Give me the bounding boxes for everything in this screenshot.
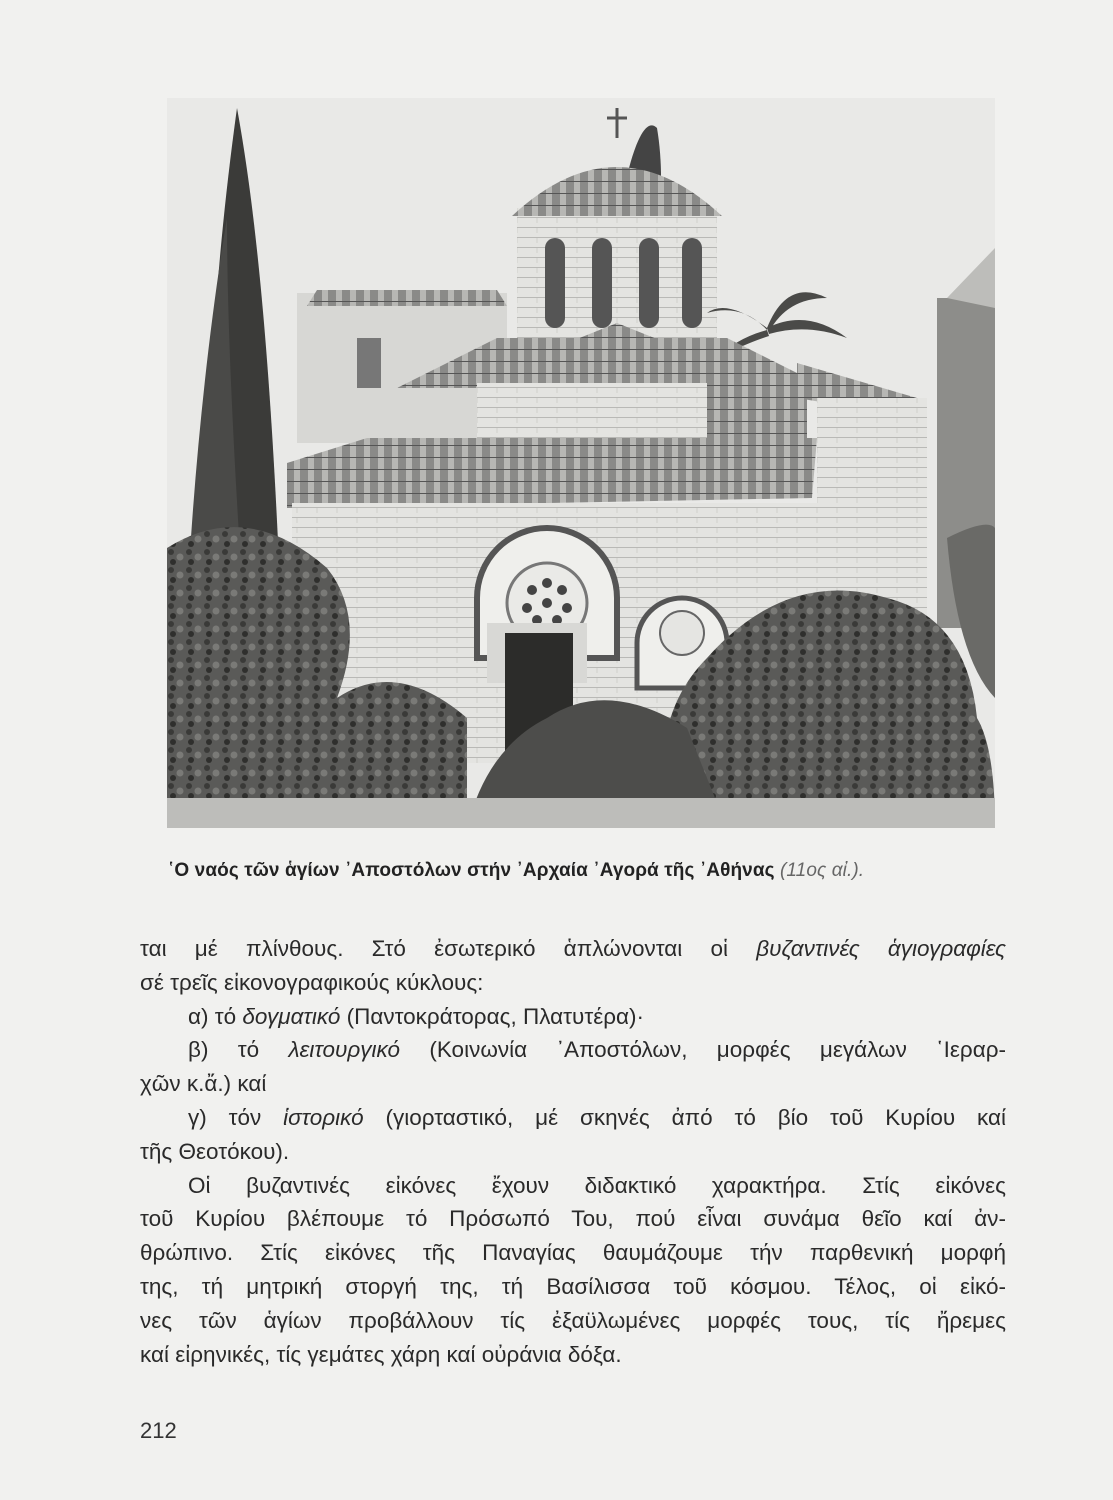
italic-term: δογματικό: [242, 1003, 341, 1029]
text-line: [140, 932, 1006, 966]
text-line: της, τή μητρική στοργή της, τή Βασίλισσα τοῦ κόσμου. Τέλος, οἱ εἰκό-: [140, 1273, 1006, 1299]
text-line: χῶν κ.ἄ.) καί: [140, 1071, 267, 1097]
list-item-c: [140, 1101, 1006, 1135]
text-span: γ) τόν: [188, 1104, 284, 1130]
list-item-b: [140, 1033, 1006, 1067]
text-line: νες τῶν ἁγίων προβάλλουν τίς ἐξαϋλωμένες μορφές τους, τίς ἤρεμες: [140, 1307, 1006, 1333]
italic-term: ἱστορικό: [283, 1104, 364, 1130]
text-span: β) τό: [188, 1037, 289, 1063]
church-photo: [167, 98, 995, 828]
caption-century-note: (11ος αἰ.).: [780, 860, 865, 881]
body-text: [140, 932, 1006, 1371]
caption-title: ῾Ο ναός τῶν ἁγίων ᾿Αποστόλων στήν ᾿Αρχαία ᾿Αγορά τῆς ᾿Αθήνας: [168, 860, 775, 881]
text-line: Οἱ βυζαντινές εἰκόνες ἔχουν διδακτικό χαρακτήρα. Στίς εἰκόνες: [188, 1172, 1006, 1198]
text-span: α) τό: [188, 1003, 243, 1029]
church-photo-drawing: [167, 98, 995, 828]
italic-term: βυζαντινές ἁγιογραφίες: [756, 936, 1006, 961]
text-span: ται μέ πλίνθους. Στό ἐσωτερικό ἁπλώνονται οἱ: [140, 936, 757, 961]
page-number: 212: [140, 1418, 177, 1443]
text-span: (γιορταστικό, μέ σκηνές ἀπό τό βίο τοῦ Κυρίου καί: [363, 1104, 1006, 1130]
text-line: τῆς Θεοτόκου).: [140, 1138, 290, 1164]
text-line: καί εἰρηνικές, τίς γεμάτες χάρη καί οὐράνια δόξα.: [140, 1341, 622, 1367]
text-span: (Παντοκράτορας, Πλατυτέρα)·: [340, 1003, 645, 1029]
list-item-a: [140, 1000, 1006, 1034]
text-line: θρώπινο. Στίς εἰκόνες τῆς Παναγίας θαυμάζουμε τήν παρθενική μορφή: [140, 1240, 1006, 1266]
text-line: σέ τρεῖς εἰκονογραφικούς κύκλους:: [140, 969, 484, 995]
italic-term: λειτουργικό: [288, 1037, 401, 1063]
text-span: (Κοινωνία ᾿Αποστόλων, μορφές μεγάλων ῾Ιεραρ-: [400, 1037, 1007, 1063]
photo-caption: [168, 860, 1028, 882]
text-line: τοῦ Κυρίου βλέπουμε τό Πρόσωπό Του, πού εἶναι συνάμα θεῖο καί ἀν-: [140, 1206, 1006, 1232]
